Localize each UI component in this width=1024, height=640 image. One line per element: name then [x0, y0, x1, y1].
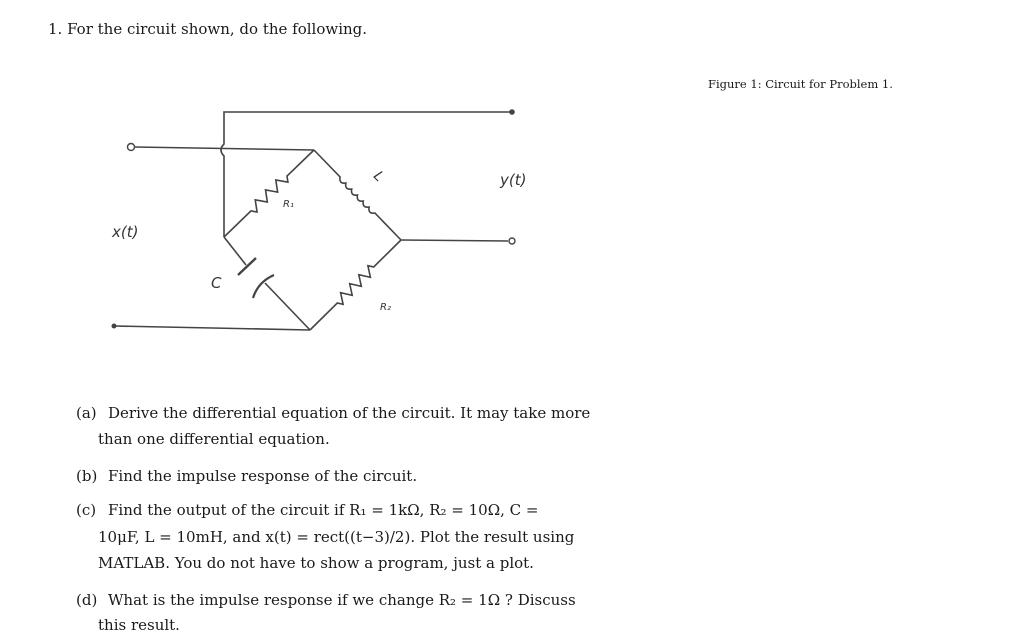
capacitor-plate-2 — [253, 275, 274, 298]
part-c-line: MATLAB. You do not have to show a program, just a plot. — [98, 554, 534, 572]
capacitor-lead-1 — [224, 237, 246, 265]
capacitor-plate-1 — [238, 258, 256, 275]
part-c-line: Find the output of the circuit if R₁ = 1kΩ, R₂ = 10Ω, C = — [108, 501, 539, 519]
circuit-wires — [115, 112, 512, 330]
problem-heading: 1. For the circuit shown, do the following. — [48, 20, 368, 38]
input-bottom-wire — [115, 326, 310, 330]
l-label: L — [370, 168, 387, 185]
part-a-line: Derive the differential equation of the circuit. It may take more — [108, 404, 591, 422]
resistor-r2 — [310, 240, 401, 330]
input-label: x(t) — [112, 223, 139, 241]
part-d-tag: (d) — [76, 591, 98, 609]
part-c-line: 10μF, L = 10mH, and x(t) = rect((t−3)/2). Plot the result using — [98, 528, 575, 546]
inductor-l — [314, 150, 401, 240]
output-terminal-bottom — [509, 238, 515, 244]
part-b-line: Find the impulse response of the circuit. — [108, 467, 418, 485]
output-bottom-wire — [401, 240, 508, 241]
part-a-tag: (a) — [76, 404, 97, 422]
input-top-wire — [135, 147, 314, 150]
part-d-line: this result. — [98, 616, 180, 634]
part-a-line: than one differential equation. — [98, 430, 330, 448]
input-terminal-bottom — [112, 324, 117, 329]
output-top-wire — [221, 112, 512, 237]
output-terminal-top — [509, 109, 515, 115]
input-terminal-top — [128, 144, 135, 151]
part-d-line: What is the impulse response if we change R₂ = 1Ω ? Discuss — [108, 591, 576, 609]
c-label: C — [211, 274, 222, 292]
r1-label: R₁ — [283, 199, 294, 210]
r2-label: R₂ — [380, 302, 391, 313]
output-label: y(t) — [500, 171, 527, 189]
capacitor-lead-2 — [265, 283, 310, 330]
part-b-tag: (b) — [76, 467, 98, 485]
part-c-tag: (c) — [76, 501, 97, 519]
resistor-r1 — [224, 150, 314, 237]
figure-caption: Figure 1: Circuit for Problem 1. — [708, 77, 893, 91]
